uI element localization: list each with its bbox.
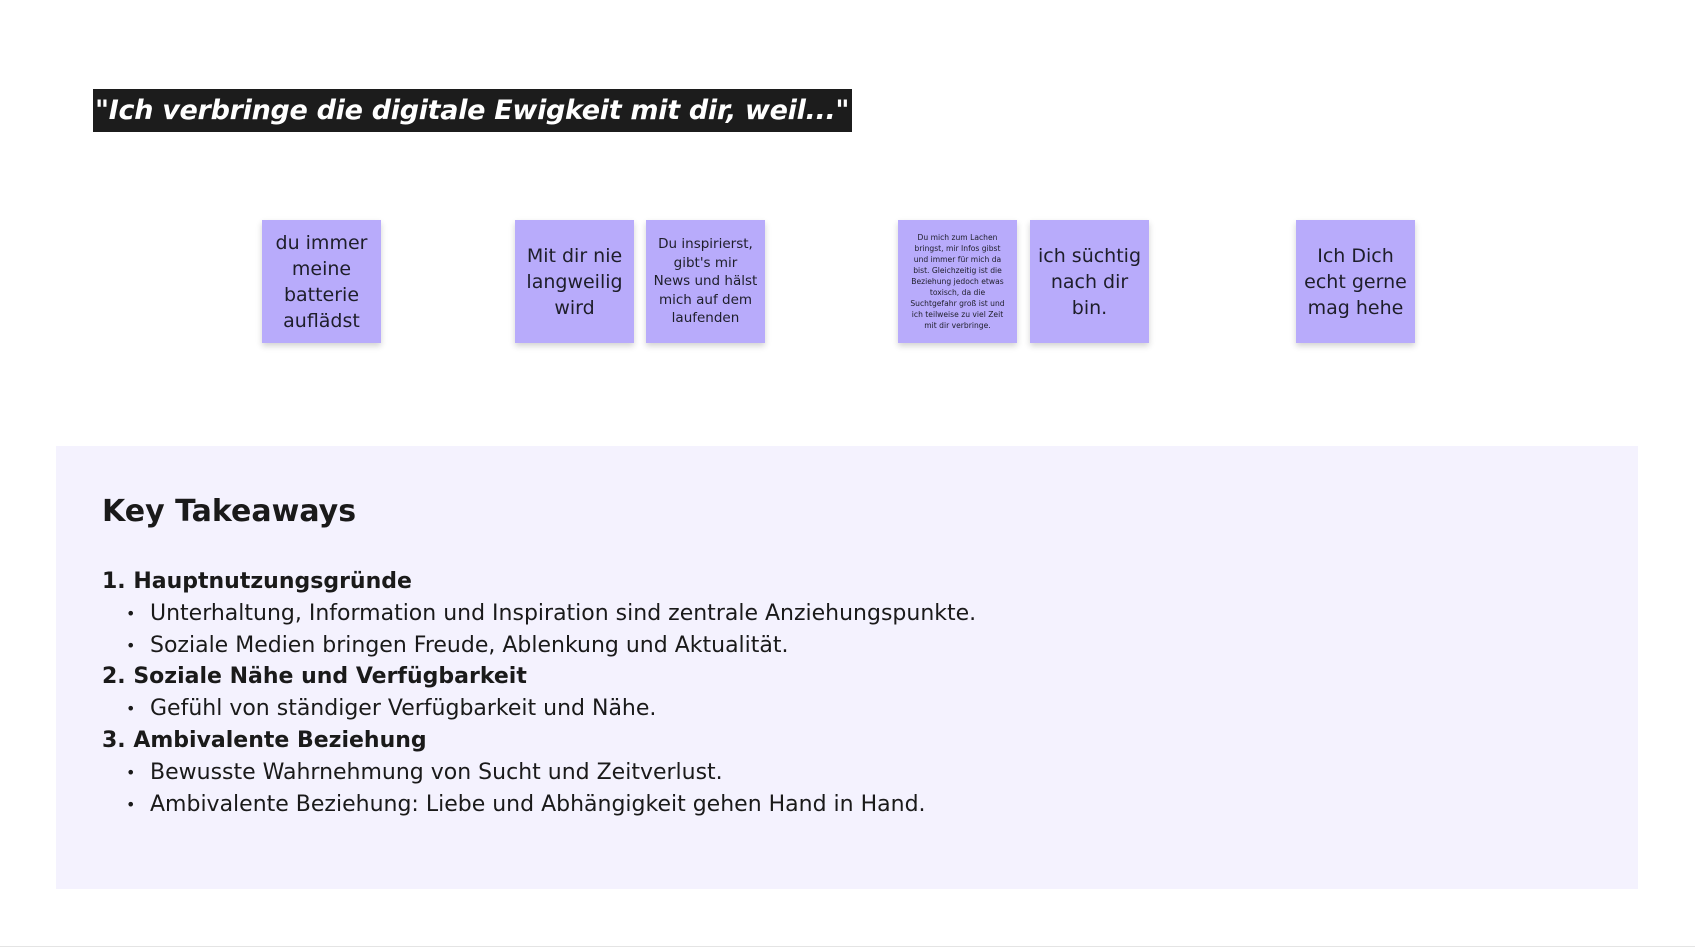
sticky-note[interactable] [1030, 220, 1149, 343]
takeaway-bullet [102, 789, 1552, 821]
bullet-icon: • [126, 603, 136, 623]
bullet-icon: • [126, 762, 136, 782]
bullet-icon: • [126, 794, 136, 814]
takeaway-section-heading: 2. Soziale Nähe und Verfügbarkeit [102, 664, 527, 690]
prompt-heading[interactable]: "Ich verbringe die digitale Ewigkeit mit dir, weil..." [93, 89, 852, 132]
sticky-note-text: Du mich zum Lachen bringst, mir Infos gibst und immer für mich da bist. Gleichzeitig ist die Beziehung jedoch etwas toxisch, da die Suchtgefahr groß ist und ich teilweise zu viel Zeit mit dir verbringe. [910, 232, 1005, 331]
key-takeaways-title: Key Takeaways [102, 494, 357, 529]
sticky-note[interactable] [515, 220, 634, 343]
sticky-note-text: Ich Dich echt gerne mag hehe [1304, 244, 1407, 319]
sticky-note-text: du immer meine batterie auflädst [275, 231, 368, 332]
sticky-note[interactable] [646, 220, 765, 343]
sticky-note[interactable] [898, 220, 1017, 343]
takeaway-bullet-text: Bewusste Wahrnehmung von Sucht und Zeitverlust. [150, 759, 723, 785]
key-takeaways-list [102, 566, 1552, 820]
sticky-note-text: Mit dir nie langweilig wird [526, 244, 623, 319]
takeaway-bullet [102, 693, 1552, 725]
takeaway-bullet-text: Gefühl von ständiger Verfügbarkeit und Nähe. [150, 696, 657, 722]
bullet-icon: • [126, 635, 136, 655]
sticky-note-text: Du inspirierst, gibt's mir News und hälst mich auf dem laufenden [653, 236, 758, 327]
takeaway-section-heading: 3. Ambivalente Beziehung [102, 727, 427, 753]
sticky-note-text: ich süchtig nach dir bin. [1037, 244, 1142, 319]
takeaway-bullet-text: Ambivalente Beziehung: Liebe und Abhängigkeit gehen Hand in Hand. [150, 791, 926, 817]
takeaway-bullet [102, 598, 1552, 630]
takeaway-bullet-text: Unterhaltung, Information und Inspiration sind zentrale Anziehungspunkte. [150, 600, 977, 626]
sticky-note[interactable] [262, 220, 381, 343]
takeaway-bullet [102, 630, 1552, 662]
sticky-note[interactable] [1296, 220, 1415, 343]
takeaway-section-heading: 1. Hauptnutzungsgründe [102, 569, 412, 594]
bullet-icon: • [126, 699, 136, 719]
board-divider [0, 946, 1695, 947]
takeaway-bullet [102, 757, 1552, 789]
takeaway-bullet-text: Soziale Medien bringen Freude, Ablenkung und Aktualität. [150, 632, 789, 658]
